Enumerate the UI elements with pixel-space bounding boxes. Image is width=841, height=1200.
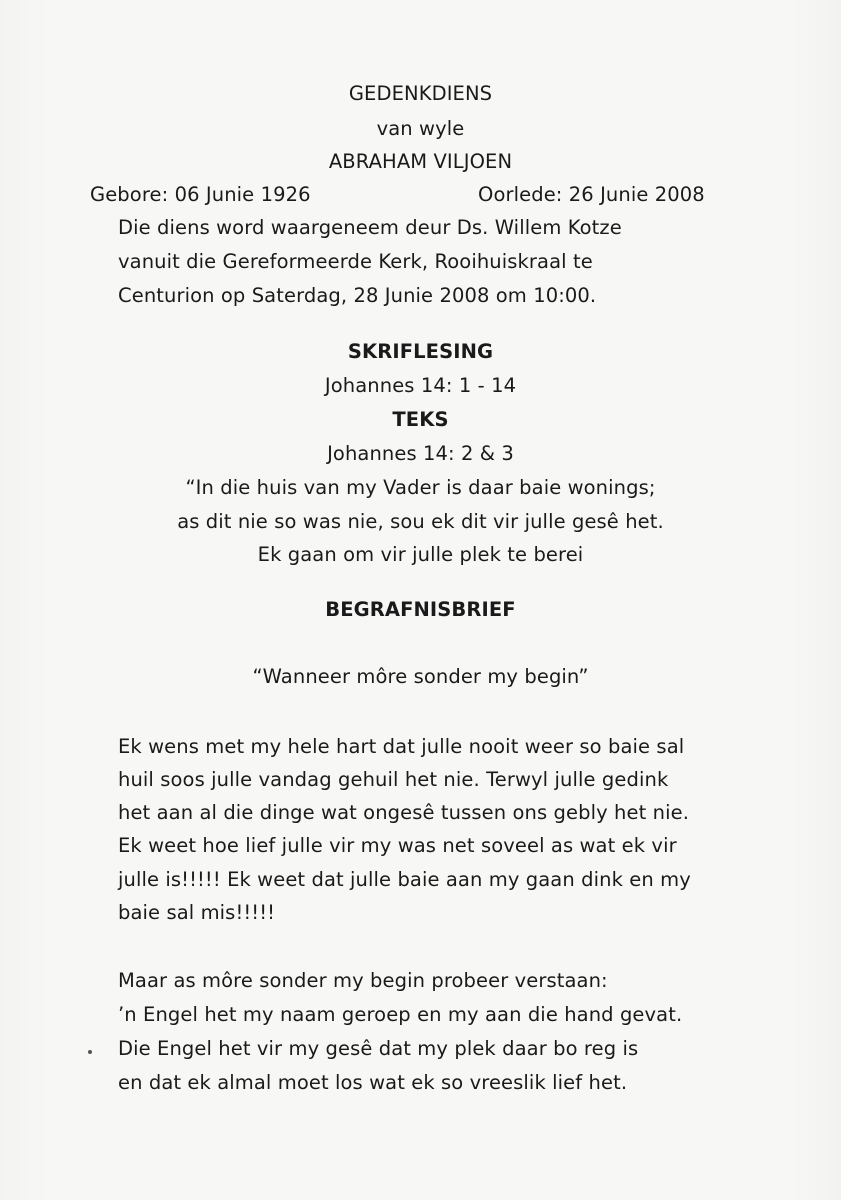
letter-line: Ek weet hoe lief julle vir my was net soveel as wat ek vir xyxy=(118,834,677,857)
letter-line: Die Engel het vir my gesê dat my plek daar bo reg is xyxy=(118,1037,639,1060)
service-line: Centurion op Saterdag, 28 Junie 2008 om 10:00. xyxy=(118,284,597,307)
service-line: Die diens word waargeneem deur Ds. Willem Kotze xyxy=(118,216,622,239)
service-line: vanuit die Gereformeerde Kerk, Rooihuiskraal te xyxy=(118,250,593,273)
verse-line: as dit nie so was nie, sou ek dit vir julle gesê het. xyxy=(177,510,664,533)
death-date: Oorlede: 26 Junie 2008 xyxy=(478,183,705,206)
service-title: GEDENKDIENS xyxy=(348,82,493,105)
text-reference: Johannes 14: 2 & 3 xyxy=(327,442,514,465)
letter-line: ’n Engel het my naam geroep en my aan die hand gevat. xyxy=(118,1003,683,1026)
verse-line: “In die huis van my Vader is daar baie wonings; xyxy=(185,476,656,499)
letter-line: Maar as môre sonder my begin probeer verstaan: xyxy=(118,969,608,992)
verse-line: Ek gaan om vir julle plek te berei xyxy=(257,543,584,566)
letter-line: en dat ek almal moet los wat ek so vreeslik lief het. xyxy=(118,1071,628,1094)
letter-heading: BEGRAFNISBRIEF xyxy=(325,598,516,621)
letter-line: baie sal mis!!!!! xyxy=(118,901,276,924)
text-heading: TEKS xyxy=(392,408,449,431)
letter-subtitle: “Wanneer môre sonder my begin” xyxy=(252,665,589,688)
letter-line: huil soos julle vandag gehuil het nie. Terwyl julle gedink xyxy=(118,768,669,791)
stray-mark xyxy=(88,1050,92,1054)
reading-reference: Johannes 14: 1 - 14 xyxy=(324,374,517,397)
letter-line: het aan al die dinge wat ongesê tussen ons gebly het nie. xyxy=(118,801,690,824)
van-wyle-label: van wyle xyxy=(376,117,465,140)
reading-heading: SKRIFLESING xyxy=(347,340,494,363)
deceased-name: ABRAHAM VILJOEN xyxy=(328,150,513,173)
letter-line: Ek wens met my hele hart dat julle nooit weer so baie sal xyxy=(118,735,685,758)
letter-line: julle is!!!!! Ek weet dat julle baie aan my gaan dink en my xyxy=(118,868,691,891)
birth-date: Gebore: 06 Junie 1926 xyxy=(90,183,311,206)
